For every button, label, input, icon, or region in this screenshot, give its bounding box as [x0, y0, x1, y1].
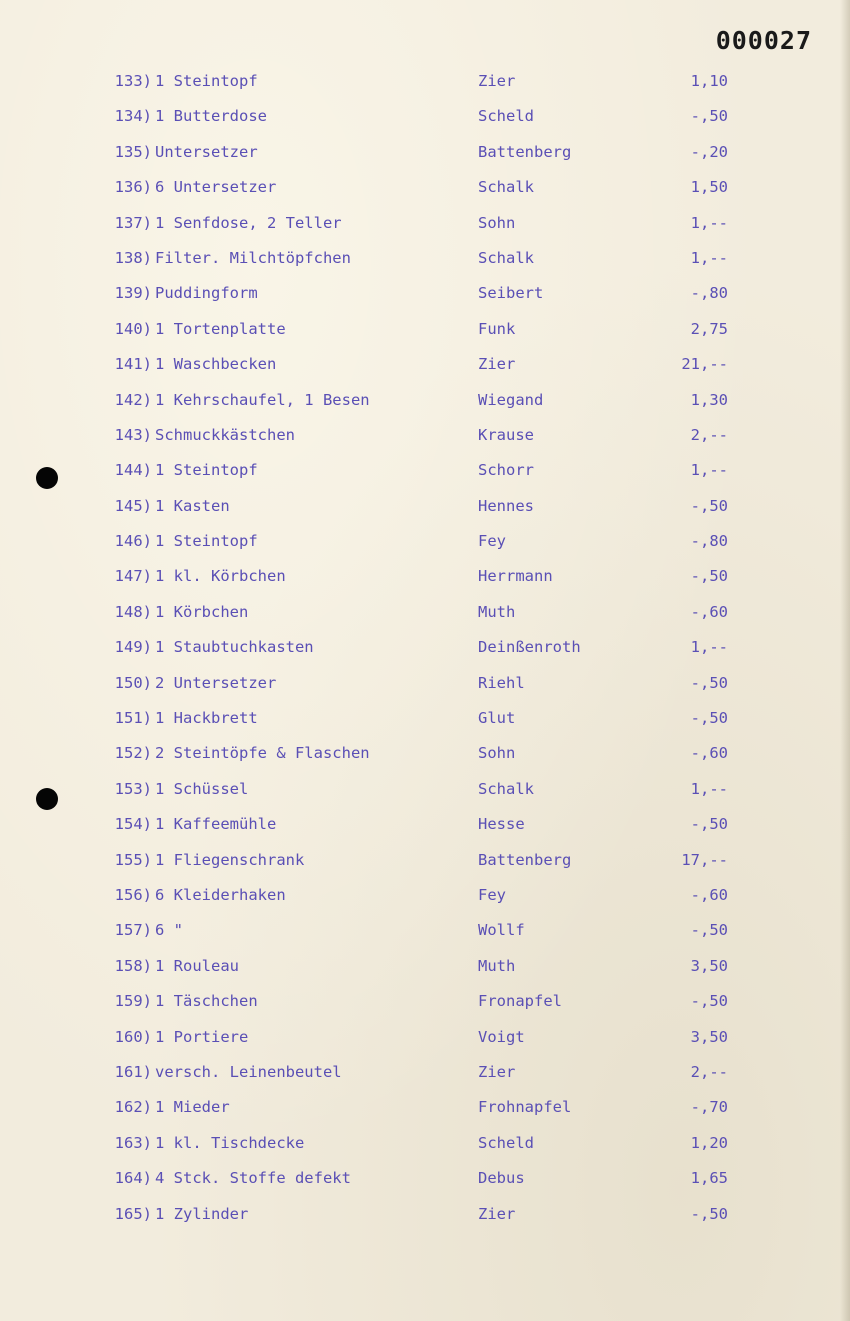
price-value: 3,50 — [690, 956, 728, 975]
price-value: 1,30 — [690, 390, 728, 409]
item-description: 1 Täschchen — [155, 992, 258, 1011]
buyer-name: Zier — [478, 1204, 516, 1223]
price-value: 2,-- — [690, 425, 728, 444]
entry-number: 150) — [114, 673, 152, 692]
item-description: Untersetzer — [155, 142, 258, 161]
price-value: 1,-- — [690, 779, 728, 798]
list-item — [0, 141, 850, 176]
item-description: 1 Mieder — [155, 1098, 230, 1117]
item-description: 1 Steintopf — [155, 461, 258, 480]
list-item — [0, 353, 850, 388]
buyer-name: Hesse — [478, 815, 525, 834]
entry-number: 164) — [114, 1169, 152, 1188]
list-item — [0, 105, 850, 140]
list-item — [0, 495, 850, 530]
item-description: 1 Zylinder — [155, 1204, 249, 1223]
list-item — [0, 424, 850, 459]
entry-number: 137) — [114, 213, 152, 232]
document-number: 000027 — [715, 26, 812, 55]
buyer-name: Voigt — [478, 1027, 525, 1046]
list-item — [0, 530, 850, 565]
list-item — [0, 1132, 850, 1167]
buyer-name: Seibert — [478, 284, 544, 303]
buyer-name: Scheld — [478, 107, 534, 126]
entry-number: 141) — [114, 355, 152, 374]
price-value: 2,-- — [690, 1062, 728, 1081]
price-value: 21,-- — [681, 355, 728, 374]
price-value: 2,75 — [690, 319, 728, 338]
price-value: -,70 — [690, 1098, 728, 1117]
entry-number: 153) — [114, 779, 152, 798]
price-value: -,60 — [690, 744, 728, 763]
price-value: 1,20 — [690, 1133, 728, 1152]
item-description: 1 Staubtuchkasten — [155, 638, 314, 657]
list-item — [0, 1203, 850, 1238]
item-description: 1 Rouleau — [155, 956, 239, 975]
buyer-name: Sohn — [478, 744, 516, 763]
entry-number: 149) — [114, 638, 152, 657]
list-item — [0, 742, 850, 777]
price-value: -,50 — [690, 921, 728, 940]
entry-number: 165) — [114, 1204, 152, 1223]
price-value: -,50 — [690, 496, 728, 515]
price-value: -,50 — [690, 1204, 728, 1223]
price-value: -,50 — [690, 673, 728, 692]
list-item — [0, 919, 850, 954]
list-item — [0, 884, 850, 919]
entry-number: 163) — [114, 1133, 152, 1152]
entry-number: 140) — [114, 319, 152, 338]
entry-number: 157) — [114, 921, 152, 940]
item-description: 1 Fliegenschrank — [155, 850, 305, 869]
buyer-name: Schalk — [478, 779, 534, 798]
buyer-name: Herrmann — [478, 567, 553, 586]
buyer-name: Schorr — [478, 461, 534, 480]
price-value: -,60 — [690, 602, 728, 621]
buyer-name: Muth — [478, 956, 516, 975]
buyer-name: Hennes — [478, 496, 534, 515]
buyer-name: Battenberg — [478, 850, 572, 869]
entry-number: 155) — [114, 850, 152, 869]
entry-number: 142) — [114, 390, 152, 409]
buyer-name: Funk — [478, 319, 516, 338]
entry-number: 152) — [114, 744, 152, 763]
price-value: -,50 — [690, 992, 728, 1011]
entry-number: 160) — [114, 1027, 152, 1046]
entry-number: 159) — [114, 992, 152, 1011]
item-description: 1 Schüssel — [155, 779, 249, 798]
item-description: 1 Butterdose — [155, 107, 267, 126]
entry-number: 144) — [114, 461, 152, 480]
buyer-name: Zier — [478, 72, 516, 90]
list-item — [0, 389, 850, 424]
list-item — [0, 212, 850, 247]
item-description: 6 Kleiderhaken — [155, 885, 286, 904]
buyer-name: Scheld — [478, 1133, 534, 1152]
buyer-name: Frohnapfel — [478, 1098, 572, 1117]
price-value: -,20 — [690, 142, 728, 161]
entry-number: 151) — [114, 709, 152, 728]
list-item — [0, 849, 850, 884]
list-item — [0, 778, 850, 813]
buyer-name: Schalk — [478, 178, 534, 197]
buyer-name: Zier — [478, 355, 516, 374]
entry-number: 138) — [114, 248, 152, 267]
buyer-name: Wiegand — [478, 390, 544, 409]
entry-number: 154) — [114, 815, 152, 834]
item-description: Filter. Milchtöpfchen — [155, 248, 351, 267]
buyer-name: Fronapfel — [478, 992, 562, 1011]
buyer-name: Zier — [478, 1062, 516, 1081]
list-item — [0, 990, 850, 1025]
item-description: 1 Kehrschaufel, 1 Besen — [155, 390, 370, 409]
list-item — [0, 565, 850, 600]
item-description: 4 Stck. Stoffe defekt — [155, 1169, 351, 1188]
list-item — [0, 176, 850, 211]
item-description: 1 Steintopf — [155, 72, 258, 90]
price-value: -,50 — [690, 709, 728, 728]
item-description: 1 Portiere — [155, 1027, 249, 1046]
price-value: 1,65 — [690, 1169, 728, 1188]
price-value: -,80 — [690, 532, 728, 551]
buyer-name: Sohn — [478, 213, 516, 232]
entry-number: 148) — [114, 602, 152, 621]
buyer-name: Debus — [478, 1169, 525, 1188]
list-item — [0, 318, 850, 353]
price-value: 3,50 — [690, 1027, 728, 1046]
entry-number: 139) — [114, 284, 152, 303]
entry-number: 158) — [114, 956, 152, 975]
list-item — [0, 247, 850, 282]
item-description: 1 Tortenplatte — [155, 319, 286, 338]
price-value: -,50 — [690, 815, 728, 834]
price-value: 1,10 — [690, 72, 728, 90]
entry-number: 162) — [114, 1098, 152, 1117]
item-description: 2 Untersetzer — [155, 673, 277, 692]
entry-number: 143) — [114, 425, 152, 444]
entry-list — [0, 70, 850, 1238]
buyer-name: Deinßenroth — [478, 638, 581, 657]
item-description: 1 Körbchen — [155, 602, 249, 621]
item-description: 6 Untersetzer — [155, 178, 277, 197]
price-value: 17,-- — [681, 850, 728, 869]
list-item — [0, 955, 850, 990]
entry-number: 133) — [114, 72, 152, 90]
item-description: Puddingform — [155, 284, 258, 303]
price-value: -,80 — [690, 284, 728, 303]
item-description: 1 Waschbecken — [155, 355, 277, 374]
buyer-name: Krause — [478, 425, 534, 444]
list-item — [0, 636, 850, 671]
buyer-name: Wollf — [478, 921, 525, 940]
list-item — [0, 707, 850, 742]
item-description: 6 " — [155, 921, 183, 940]
entry-number: 146) — [114, 532, 152, 551]
buyer-name: Schalk — [478, 248, 534, 267]
item-description: 1 Steintopf — [155, 532, 258, 551]
price-value: 1,-- — [690, 461, 728, 480]
item-description: 1 Hackbrett — [155, 709, 258, 728]
entry-number: 136) — [114, 178, 152, 197]
list-item — [0, 70, 850, 105]
list-item — [0, 1061, 850, 1096]
buyer-name: Glut — [478, 709, 516, 728]
price-value: 1,50 — [690, 178, 728, 197]
item-description: 1 Senfdose, 2 Teller — [155, 213, 342, 232]
buyer-name: Fey — [478, 885, 506, 904]
item-description: 1 kl. Körbchen — [155, 567, 286, 586]
buyer-name: Fey — [478, 532, 506, 551]
price-value: 1,-- — [690, 248, 728, 267]
entry-number: 161) — [114, 1062, 152, 1081]
item-description: 2 Steintöpfe & Flaschen — [155, 744, 370, 763]
price-value: -,50 — [690, 567, 728, 586]
price-value: 1,-- — [690, 213, 728, 232]
entry-number: 147) — [114, 567, 152, 586]
list-item — [0, 672, 850, 707]
list-item — [0, 813, 850, 848]
item-description: Schmuckkästchen — [155, 425, 295, 444]
list-item — [0, 601, 850, 636]
entry-number: 134) — [114, 107, 152, 126]
list-item — [0, 1167, 850, 1202]
entry-number: 145) — [114, 496, 152, 515]
list-item — [0, 1026, 850, 1061]
item-description: versch. Leinenbeutel — [155, 1062, 342, 1081]
item-description: 1 Kasten — [155, 496, 230, 515]
buyer-name: Riehl — [478, 673, 525, 692]
price-value: -,60 — [690, 885, 728, 904]
entry-number: 135) — [114, 142, 152, 161]
price-value: 1,-- — [690, 638, 728, 657]
item-description: 1 kl. Tischdecke — [155, 1133, 305, 1152]
item-description: 1 Kaffeemühle — [155, 815, 277, 834]
buyer-name: Muth — [478, 602, 516, 621]
buyer-name: Battenberg — [478, 142, 572, 161]
entry-number: 156) — [114, 885, 152, 904]
list-item — [0, 282, 850, 317]
list-item — [0, 459, 850, 494]
list-item — [0, 1096, 850, 1131]
price-value: -,50 — [690, 107, 728, 126]
